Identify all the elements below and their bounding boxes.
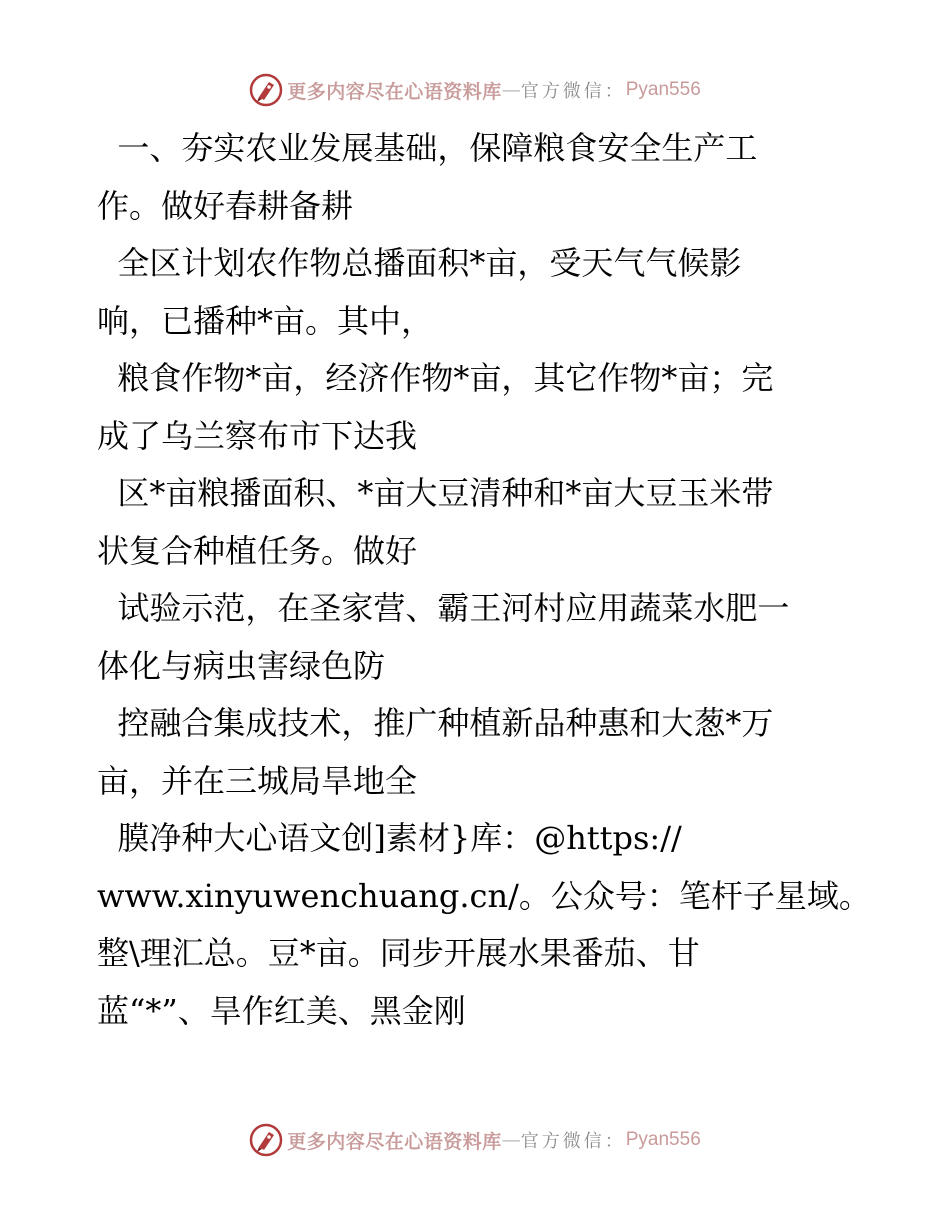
pen-nib-icon: [249, 73, 283, 107]
footer-watermark: [0, 1120, 950, 1160]
text-line: 亩，并在三城局旱地全: [97, 761, 418, 800]
text-line: 状复合种植任务。做好: [97, 531, 418, 570]
text-line: 全区计划农作物总播面积*亩，受天气气候影: [97, 244, 742, 282]
watermark-wechat-id: Pyan556: [625, 1129, 701, 1150]
text-line: 区*亩粮播面积、*亩大豆清种和*亩大豆玉米带: [97, 474, 774, 512]
text-line: 一、夯实农业发展基础，保障粮食安全生产工: [97, 129, 758, 167]
text-line: 蓝“*”、旱作红美、黑金刚: [97, 991, 466, 1030]
text-line: 控融合集成技术，推广种植新品种惠和大葱*万: [97, 704, 774, 742]
watermark-label: 官方微信：: [520, 81, 626, 102]
document-body: [97, 120, 871, 1040]
watermark-separator: —: [501, 1129, 521, 1151]
text-line: 成了乌兰察布市下达我: [97, 416, 418, 455]
text-line: 作。做好春耕备耕: [97, 186, 354, 225]
text-line: 粮食作物*亩，经济作物*亩，其它作物*亩；完: [97, 359, 774, 397]
text-line: 膜净种大心语文创]素材}库：@https://: [97, 819, 682, 857]
pen-nib-icon: [249, 1123, 283, 1157]
text-line: 试验示范，在圣家营、霸王河村应用蔬菜水肥一: [97, 589, 790, 627]
header-watermark: [0, 70, 950, 110]
text-line: 响，已播种*亩。其中，: [97, 301, 434, 340]
text-line: 整\理汇总。豆*亩。同步开展水果番茄、甘: [97, 934, 700, 972]
watermark-label: 官方微信：: [520, 1131, 626, 1152]
watermark-wechat-id: Pyan556: [625, 79, 701, 100]
watermark-site: 更多内容尽在心语资料库: [287, 1130, 502, 1153]
text-line: 体化与病虫害绿色防: [97, 646, 386, 685]
watermark-site: 更多内容尽在心语资料库: [287, 80, 502, 103]
text-line: www.xinyuwenchuang.cn/。公众号：笔杆子星域。: [97, 876, 871, 915]
watermark-separator: —: [501, 79, 521, 101]
